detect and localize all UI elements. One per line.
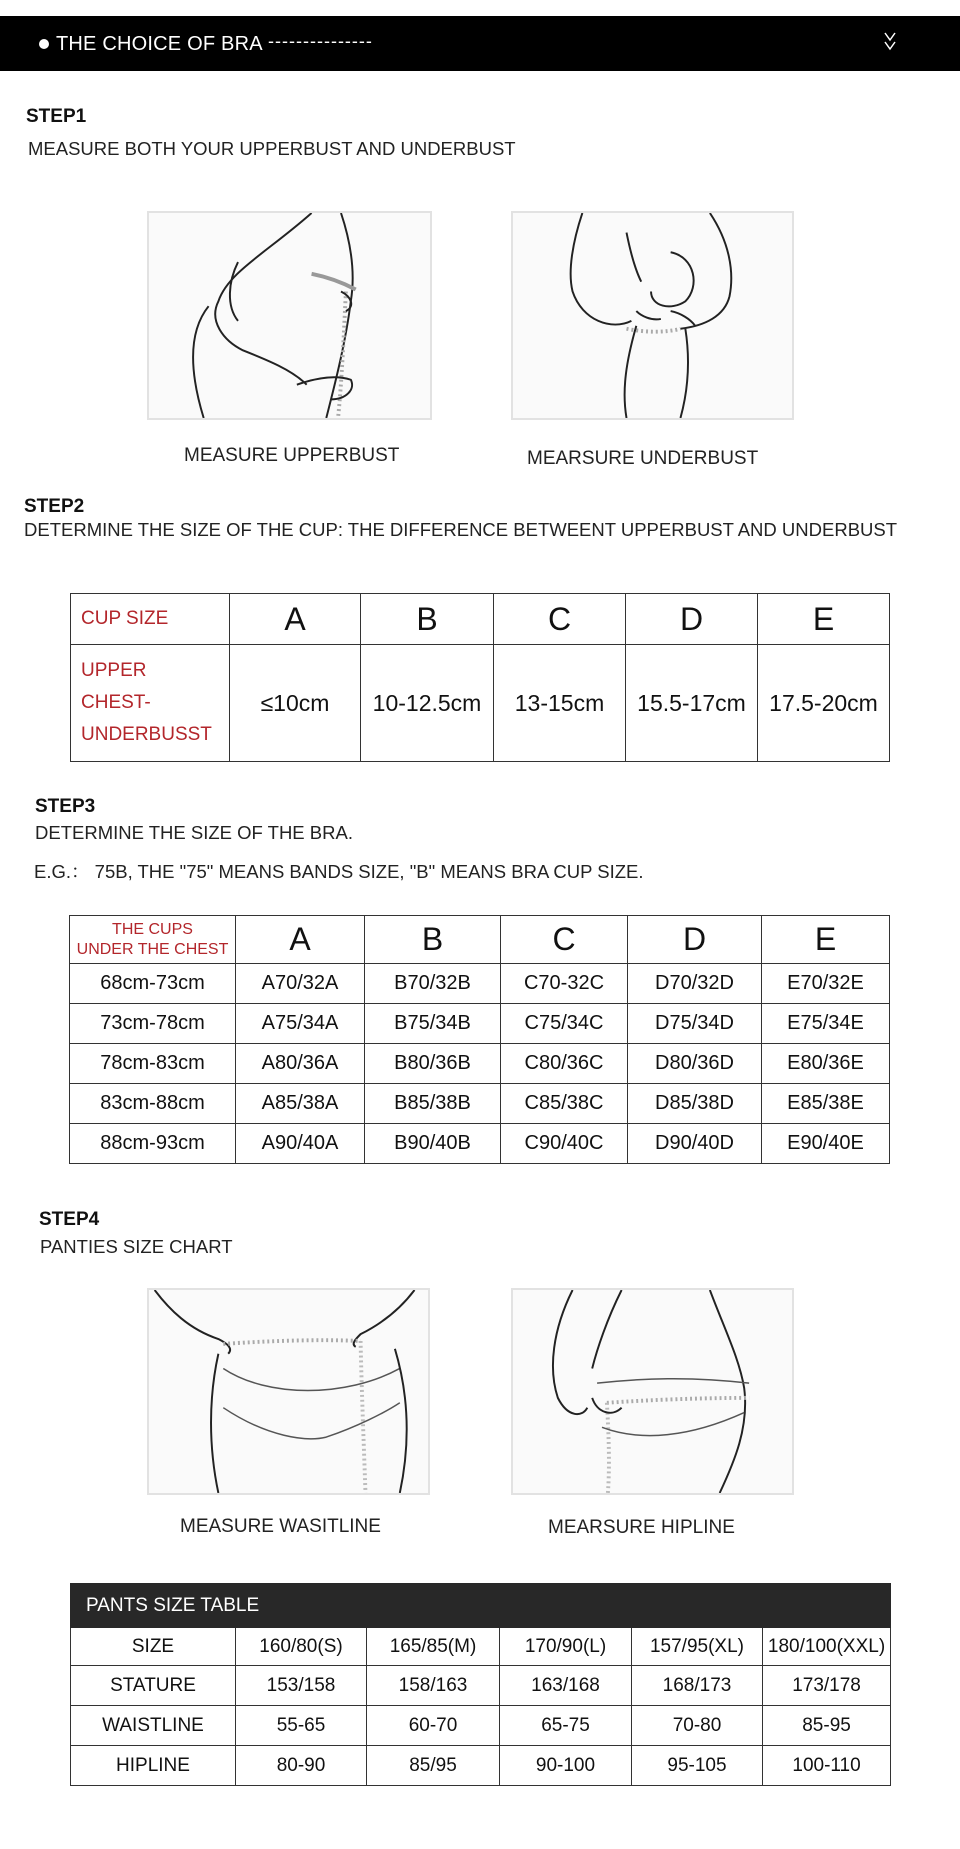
bra-corner-line: THE CUPS [112,920,193,938]
table-row [70,1044,890,1084]
difference-label-line: CHEST- [81,692,151,713]
pants-cell: 85/95 [367,1746,500,1786]
band-range: 88cm-93cm [70,1124,236,1164]
upperbust-illustration [147,211,432,420]
step2-text: DETERMINE THE SIZE OF THE CUP: THE DIFFERENCE BETWEENT UPPERBUST AND UNDERBUST [24,519,898,540]
bra-size-cell: A75/34A [236,1004,365,1044]
bra-corner-label [70,916,236,964]
difference-label-line: UNDERBUSST [81,724,212,745]
cup-header: C [494,594,626,645]
bra-corner-line: UNDER THE CHEST [76,940,229,958]
pants-size-table [70,1583,891,1786]
difference-value: 13-15cm [494,645,626,762]
cup-header: D [626,594,758,645]
step1-heading: STEP1 [26,106,87,127]
bra-size-cell: D70/32D [628,964,762,1004]
bra-size-cell: E85/38E [762,1084,890,1124]
difference-value: 15.5-17cm [626,645,758,762]
pants-cell: 65-75 [500,1706,632,1746]
bra-size-cell: E75/34E [762,1004,890,1044]
table-row [71,1706,891,1746]
pants-cell: 153/158 [236,1666,367,1706]
cup-header: E [758,594,890,645]
step3-text: DETERMINE THE SIZE OF THE BRA. [35,822,353,843]
pants-cell: 85-95 [763,1706,891,1746]
measure-underbust-figure-icon [513,213,792,418]
pants-row-label: HIPLINE [71,1746,236,1786]
measure-hipline-figure-icon [513,1290,792,1493]
table-row [71,1628,891,1666]
bra-header-row [70,916,890,964]
bra-size-cell: E90/40E [762,1124,890,1164]
bra-size-cell: E70/32E [762,964,890,1004]
header-banner [0,16,960,71]
cup-header: B [361,594,494,645]
pants-cell: 163/168 [500,1666,632,1706]
cup-size-header-row [71,594,890,645]
pants-title-row [71,1584,891,1628]
cup-header: A [230,594,361,645]
table-row [71,1746,891,1786]
caption-upperbust: MEASURE UPPERBUST [184,445,400,466]
caption-hipline: MEARSURE HIPLINE [548,1517,735,1538]
bra-size-cell: A70/32A [236,964,365,1004]
pants-row-label: STATURE [71,1666,236,1706]
bra-size-cell: D85/38D [628,1084,762,1124]
bra-size-cell: C80/36C [501,1044,628,1084]
step4-text: PANTIES SIZE CHART [40,1236,233,1257]
pants-cell: 173/178 [763,1666,891,1706]
measure-waistline-figure-icon [149,1290,428,1493]
band-range: 73cm-78cm [70,1004,236,1044]
pants-cell: 90-100 [500,1746,632,1786]
bra-size-cell: B90/40B [365,1124,501,1164]
step1-text: MEASURE BOTH YOUR UPPERBUST AND UNDERBUST [28,138,516,159]
table-row [71,1666,891,1706]
pants-row-label: WAISTLINE [71,1706,236,1746]
bra-size-cell: D90/40D [628,1124,762,1164]
bra-cup-header: D [628,916,762,964]
cup-size-label: CUP SIZE [71,594,230,645]
pants-cell: 160/80(S) [236,1628,367,1666]
bra-size-cell: C70-32C [501,964,628,1004]
pants-cell: 70-80 [632,1706,763,1746]
step4-heading: STEP4 [39,1209,100,1230]
caption-underbust: MEARSURE UNDERBUST [527,448,759,469]
bra-size-cell: A85/38A [236,1084,365,1124]
bra-cup-header: E [762,916,890,964]
caption-waistline: MEASURE WASITLINE [180,1516,381,1537]
difference-label-line: UPPER [81,660,147,681]
bra-size-cell: A80/36A [236,1044,365,1084]
banner-title: THE CHOICE OF BRA [56,33,263,55]
pants-cell: 180/100(XXL) [763,1628,891,1666]
pants-cell: 170/90(L) [500,1628,632,1666]
pants-cell: 100-110 [763,1746,891,1786]
bra-size-cell: E80/36E [762,1044,890,1084]
bra-cup-header: B [365,916,501,964]
difference-value: 17.5-20cm [758,645,890,762]
table-row [70,1124,890,1164]
bra-size-cell: C90/40C [501,1124,628,1164]
pants-cell: 168/173 [632,1666,763,1706]
bra-size-cell: C75/34C [501,1004,628,1044]
difference-value: 10-12.5cm [361,645,494,762]
bra-size-cell: C85/38C [501,1084,628,1124]
bra-cup-header: C [501,916,628,964]
band-range: 68cm-73cm [70,964,236,1004]
table-row [70,1004,890,1044]
waistline-illustration [147,1288,430,1495]
band-range: 78cm-83cm [70,1044,236,1084]
table-row [70,1084,890,1124]
bra-size-cell: D80/36D [628,1044,762,1084]
difference-value: ≤10cm [230,645,361,762]
pants-cell: 95-105 [632,1746,763,1786]
pants-cell: 157/95(XL) [632,1628,763,1666]
pants-cell: 158/163 [367,1666,500,1706]
pants-row-label: SIZE [71,1628,236,1666]
pants-cell: 80-90 [236,1746,367,1786]
pants-cell: 165/85(M) [367,1628,500,1666]
bra-size-cell: B85/38B [365,1084,501,1124]
hipline-illustration [511,1288,794,1495]
measure-upperbust-figure-icon [149,213,430,418]
pants-cell: 55-65 [236,1706,367,1746]
double-chevron-down-icon [882,30,898,54]
pants-table-title: PANTS SIZE TABLE [71,1584,891,1628]
step2-heading: STEP2 [24,496,85,517]
table-row [70,964,890,1004]
banner-dashes: --------------- [268,31,373,51]
bra-size-cell: A90/40A [236,1124,365,1164]
difference-label [71,645,230,762]
bra-cup-header: A [236,916,365,964]
bra-size-cell: D75/34D [628,1004,762,1044]
step3-heading: STEP3 [35,796,96,817]
pants-cell: 60-70 [367,1706,500,1746]
bra-size-cell: B80/36B [365,1044,501,1084]
bra-size-table [69,915,890,1164]
band-range: 83cm-88cm [70,1084,236,1124]
cup-difference-row [71,645,890,762]
underbust-illustration [511,211,794,420]
bra-size-cell: B75/34B [365,1004,501,1044]
cup-size-table [70,593,890,762]
step3-example: E.G.： 75B, THE "75" MEANS BANDS SIZE, "B" MEANS BRA CUP SIZE. [34,861,644,882]
bullet-dot [39,39,49,49]
bra-size-cell: B70/32B [365,964,501,1004]
